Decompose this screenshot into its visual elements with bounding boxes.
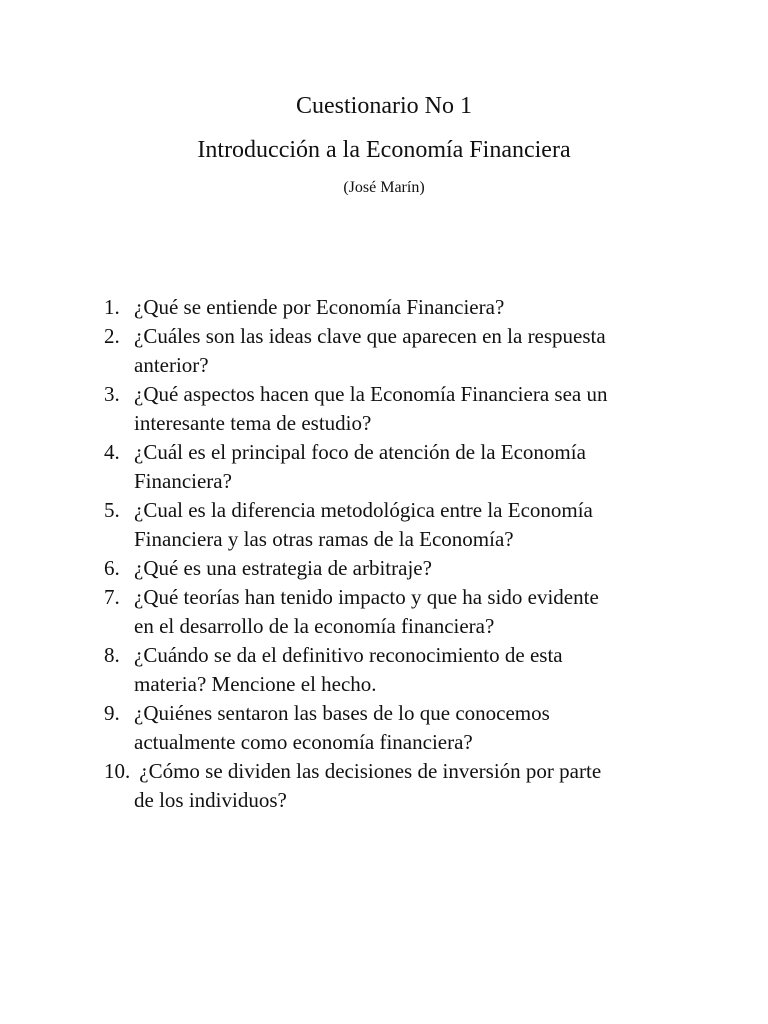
- question-number: 7.: [104, 585, 120, 609]
- question-text: ¿Qué es una estrategia de arbitraje?: [134, 556, 432, 580]
- question-item: [104, 757, 664, 815]
- question-number: 6.: [104, 556, 120, 580]
- question-item: [104, 583, 664, 641]
- question-text: ¿Cuál es el principal foco de atención de la Economía Financiera?: [134, 440, 586, 493]
- question-text: ¿Cuándo se da el definitivo reconocimiento de esta materia? Mencione el hecho.: [134, 643, 563, 696]
- question-item: [104, 293, 664, 322]
- question-number: 8.: [104, 643, 120, 667]
- question-text: ¿Cual es la diferencia metodológica entre la Economía Financiera y las otras ramas de la Economía?: [134, 498, 593, 551]
- document-subtitle: Introducción a la Economía Financiera: [197, 137, 571, 163]
- question-text: ¿Qué aspectos hacen que la Economía Financiera sea un interesante tema de estudio?: [134, 382, 608, 435]
- question-number: 5.: [104, 498, 120, 522]
- question-item: [104, 380, 664, 438]
- question-text: ¿Cuáles son las ideas clave que aparecen en la respuesta anterior?: [134, 324, 606, 377]
- document-author: (José Marín): [343, 179, 425, 196]
- document-title: Cuestionario No 1: [296, 93, 472, 119]
- question-item: [104, 641, 664, 699]
- question-item: [104, 322, 664, 380]
- question-text: ¿Qué teorías han tenido impacto y que ha sido evidente en el desarrollo de la economía financiera?: [134, 585, 599, 638]
- question-item: [104, 554, 664, 583]
- question-item: [104, 438, 664, 496]
- question-item: [104, 496, 664, 554]
- question-text: ¿Cómo se dividen las decisiones de inversión por parte de los individuos?: [134, 759, 602, 812]
- question-number: 9.: [104, 701, 120, 725]
- question-item: [104, 699, 664, 757]
- question-number: 1.: [104, 295, 120, 319]
- question-list: [104, 293, 664, 815]
- question-text: ¿Quiénes sentaron las bases de lo que conocemos actualmente como economía financiera?: [134, 701, 550, 754]
- question-number: 4.: [104, 440, 120, 464]
- question-number: 3.: [104, 382, 120, 406]
- question-number: 10.: [104, 759, 131, 783]
- question-text: ¿Qué se entiende por Economía Financiera?: [134, 295, 505, 319]
- question-number: 2.: [104, 324, 120, 348]
